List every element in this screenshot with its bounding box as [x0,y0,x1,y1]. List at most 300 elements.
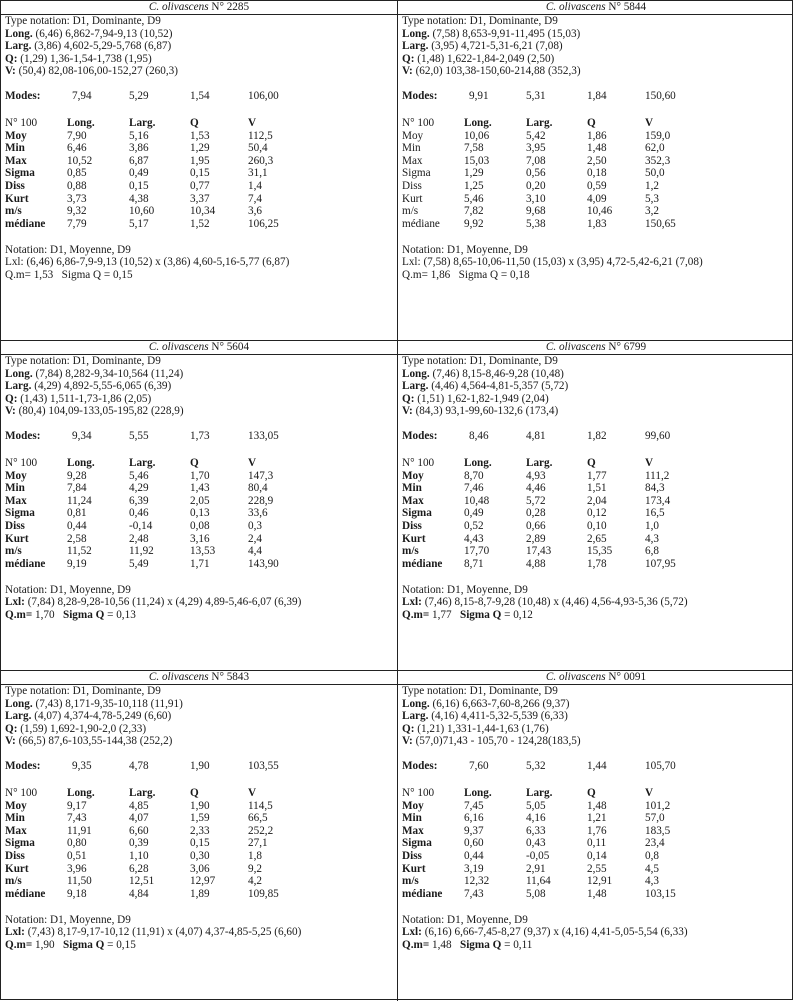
stats-table [5,457,393,570]
stats-cell: 0,52 [464,519,484,532]
stats-cell: -0,14 [129,519,153,532]
stats-cell: 228,9 [248,494,274,507]
specimen-cell [398,1,793,341]
stats-row-label: m/s [402,545,419,558]
stats-body [5,470,393,571]
lxl-line [402,926,790,939]
stats-row [402,180,790,193]
long-line [402,368,790,381]
stats-cell: 10,52 [67,154,93,167]
qm-value: 1,53 [33,268,54,281]
sigma-q-value: = 0,15 [103,268,133,281]
stats-cell: 0,28 [526,507,546,520]
mode-q: 1,90 [190,759,210,772]
lxl-line [5,926,393,939]
stats-cell: 1,48 [587,142,607,155]
larg-label: Larg. [402,710,429,723]
larg-value: (4,07) 4,374-4,78-5,249 (6,60) [34,710,172,723]
stats-row-label: Diss [402,519,422,532]
stats-row-label: Kurt [5,532,29,545]
stats-row-label: Diss [5,519,25,532]
stats-cell: 352,3 [645,154,671,167]
long-line [402,698,790,711]
stats-cell: 0,88 [67,179,87,192]
stats-cell: 2,48 [129,532,149,545]
stats-row-label: Kurt [5,192,29,205]
notation-line [5,914,393,926]
stats-cell: 5,08 [526,887,546,900]
stats-cell: 1,8 [248,849,262,862]
larg-label: Larg. [5,380,32,393]
stats-cell: 6,8 [645,545,659,558]
q-line [402,53,790,66]
specimen-number: N° 5843 [211,671,250,683]
v-label: V: [402,405,413,418]
mode-larg: 5,31 [526,89,546,102]
stats-cell: 5,05 [526,799,546,812]
specimen-cell [1,671,398,1001]
q-label: Q: [5,52,18,65]
specimen-title [398,1,793,15]
larg-value: (3,95) 4,721-5,31-6,21 (7,08) [431,40,563,53]
stats-cell: 11,64 [526,875,551,888]
stats-row-label: Moy [5,129,27,142]
specimen-number: N° 5604 [211,341,250,353]
stats-row [5,495,393,508]
lxl-label: Lxl: [5,926,25,939]
stats-row [5,155,393,168]
lxl-line [5,596,393,609]
species-name: C. olivascens [148,671,209,683]
stats-cell: 5,49 [129,557,149,570]
mode-q: 1,84 [587,89,607,102]
mode-larg: 4,81 [526,429,546,442]
stats-cell: 16,5 [645,507,665,520]
stats-cell: 1,52 [190,217,210,230]
v-label: V: [5,735,16,748]
stats-cell: 12,51 [129,875,155,888]
stats-cell: 15,35 [587,545,613,558]
mode-long: 9,34 [72,429,92,442]
stats-cell: 3,96 [67,862,87,875]
modes-row [402,760,790,773]
long-value: (7,84) 8,282-9,34-10,564 (11,24) [35,367,184,380]
stats-row-label: Kurt [5,862,29,875]
stats-header-row [5,457,393,470]
stats-cell: 9,2 [248,862,262,875]
qm-line [5,609,393,622]
stats-cell: 0,60 [464,837,484,850]
sigma-q-label: Sigma Q [459,938,502,951]
q-value: (1,51) 1,62-1,82-1,949 (2,04) [417,392,549,405]
lxl-value: (7,58) 8,65-10,06-11,50 (15,03) x (3,95) 4,72-5,42-6,21 (7,08) [423,256,703,269]
stats-row [402,533,790,546]
stats-row-label: Sigma [402,507,432,520]
modes-label: Modes: [402,89,438,102]
stats-row [402,800,790,813]
v-label: V: [402,65,413,78]
stats-body [402,470,790,571]
stats-header-row [402,457,790,470]
stats-cell: 1,77 [587,469,607,482]
lxl-value: (6,16) 6,66-7,45-8,27 (9,37) x (4,16) 4,41-5,05-5,54 (6,33) [424,926,688,939]
stats-cell: 0,12 [587,507,607,520]
stats-cell: 7,84 [67,482,87,495]
q-line [5,53,393,66]
stats-row-label: m/s [5,875,22,888]
stats-row [5,825,393,838]
qm-label: Q.m= [5,608,33,621]
stats-cell: 13,53 [190,545,216,558]
sigma-q-value: = 0,13 [107,608,136,621]
stats-cell: 4,07 [129,812,149,825]
stats-cell: 0,15 [129,179,149,192]
stats-row-label: médiane [402,557,443,570]
stats-header-v: V [645,786,654,799]
lxl-line [402,596,790,609]
stats-cell: 9,37 [464,824,484,837]
specimen-number: N° 6799 [608,341,647,353]
stats-cell: 7,45 [464,799,484,812]
v-line [402,405,790,418]
stats-row [5,863,393,876]
stats-row [5,558,393,571]
stats-cell: 17,70 [464,545,490,558]
stats-row [5,533,393,546]
larg-line [402,710,790,723]
stats-cell: 7,43 [464,887,484,900]
stats-row-label: m/s [5,545,22,558]
long-label: Long. [402,367,430,380]
stats-cell: 159,0 [645,129,671,142]
stats-row-label: Max [5,494,27,507]
stats-table [402,117,790,230]
long-label: Long. [5,27,33,40]
stats-cell: 150,65 [645,217,676,230]
stats-row [402,482,790,495]
stats-row [402,850,790,863]
long-label: Long. [402,697,430,710]
stats-cell: 8,70 [464,469,484,482]
mode-larg: 5,29 [129,89,149,102]
stats-cell: 0,80 [67,837,87,850]
stats-table [402,457,790,570]
modes-label: Modes: [402,759,438,772]
stats-body [402,800,790,901]
stats-cell: 4,84 [129,887,149,900]
stats-header-v: V [645,116,654,129]
lxl-line [402,256,790,269]
stats-cell: 5,17 [129,217,149,230]
stats-row-label: Min [5,482,25,495]
stats-cell: 1,4 [248,179,262,192]
sigma-q-value: = 0,18 [500,268,530,281]
stats-cell: 1,2 [645,179,659,192]
stats-cell: 7,58 [464,142,484,155]
stats-row-label: médiane [5,887,46,900]
stats-row [402,863,790,876]
stats-cell: 0,15 [190,167,210,180]
stats-cell: 50,4 [248,142,268,155]
stats-row-label: Moy [5,799,27,812]
stats-cell: 6,87 [129,154,149,167]
notation-text: Notation: D1, Moyenne, D9 [402,584,528,597]
stats-row [5,142,393,155]
stats-header-row [402,787,790,800]
stats-cell: 5,38 [526,217,546,230]
long-value: (6,16) 6,663-7,60-8,266 (9,37) [432,697,570,710]
stats-cell: 11,24 [67,494,92,507]
stats-cell: 7,82 [464,205,484,218]
stats-cell: 1,0 [645,519,659,532]
stats-cell: 1,78 [587,557,607,570]
mode-q: 1,73 [190,429,210,442]
qm-line [5,269,393,282]
stats-cell: 0,18 [587,167,607,180]
mode-v: 133,05 [248,429,279,442]
stats-cell: 0,20 [526,179,546,192]
v-value: (50,4) 82,08-106,00-152,27 (260,3) [18,65,178,78]
stats-cell: 1,89 [190,887,210,900]
larg-line [5,380,393,393]
q-label: Q: [5,392,18,405]
stats-cell: 101,2 [645,799,671,812]
larg-label: Larg. [402,380,429,393]
stats-cell: 5,46 [464,192,484,205]
stats-cell: 3,10 [526,192,546,205]
stats-body [402,130,790,231]
stats-cell: 4,88 [526,557,546,570]
stats-cell: 106,25 [248,217,279,230]
stats-cell: 111,2 [645,469,670,482]
stats-cell: 4,2 [248,875,262,888]
long-label: Long. [5,367,33,380]
stats-cell: 3,2 [645,205,659,218]
stats-cell: 7,4 [248,192,262,205]
stats-cell: 1,59 [190,812,210,825]
q-value: (1,59) 1,692-1,90-2,0 (2,33) [20,722,147,735]
qm-line [402,609,790,622]
species-name: C. olivascens [545,341,606,353]
lxl-label: Lxl: [5,256,24,269]
stats-row [5,482,393,495]
stats-cell: 6,60 [129,824,149,837]
mode-long: 9,35 [72,759,92,772]
qm-value: 1,77 [432,608,452,621]
sigma-q-label: Sigma Q [62,938,105,951]
larg-value: (4,46) 4,564-4,81-5,357 (5,72) [431,380,569,393]
stats-cell: 2,89 [526,532,546,545]
stats-cell: 0,56 [526,167,546,180]
specimen-cell [1,1,398,341]
modes-row [402,430,790,443]
stats-row [402,837,790,850]
modes-row [402,90,790,103]
lxl-value: (6,46) 6,86-7,9-9,13 (10,52) x (3,86) 4,60-5,16-5,77 (6,87) [26,256,290,269]
stats-cell: 0,08 [190,519,210,532]
stats-header-v: V [645,456,654,469]
stats-cell: 62,0 [645,142,665,155]
notation-line [402,244,790,256]
long-line [5,368,393,381]
stats-header-long: Long. [464,456,492,469]
stats-row [5,837,393,850]
stats-row [5,800,393,813]
stats-row-label: Min [402,812,422,825]
stats-cell: 0,46 [129,507,149,520]
stats-cell: 10,46 [587,205,613,218]
stats-cell: 2,50 [587,154,607,167]
v-value: (66,5) 87,6-103,55-144,38 (252,2) [18,735,173,748]
stats-table [5,787,393,900]
stats-header-row [5,787,393,800]
modes-row [5,430,393,443]
stats-header-n: N° 100 [5,116,38,129]
stats-cell: 0,8 [645,849,659,862]
stats-cell: 1,53 [190,129,210,142]
v-value: (80,4) 104,09-133,05-195,82 (228,9) [18,405,184,418]
stats-cell: 1,43 [190,482,210,495]
type-notation: Type notation: D1, Dominante, D9 [5,15,161,27]
stats-cell: 1,21 [587,812,607,825]
stats-row [402,520,790,533]
stats-row [5,167,393,180]
long-value: (7,46) 8,15-8,46-9,28 (10,48) [432,367,564,380]
specimen-number: N° 2285 [211,1,250,13]
modes-label: Modes: [5,89,41,102]
stats-cell: 5,72 [526,494,546,507]
specimen-title [398,671,793,685]
long-value: (6,46) 6,862-7,94-9,13 (10,52) [35,27,173,40]
lxl-value: (7,43) 8,17-9,17-10,12 (11,91) x (4,07) 4,37-4,85-5,25 (6,60) [27,926,302,939]
stats-row-label: Max [402,154,423,167]
stats-row [402,812,790,825]
stats-row [402,875,790,888]
stats-cell: 4,93 [526,469,546,482]
stats-row-label: Max [5,824,27,837]
stats-header-long: Long. [67,786,95,799]
stats-cell: 9,32 [67,205,87,218]
stats-cell: 173,4 [645,494,671,507]
stats-header-q: Q [190,116,199,129]
stats-cell: 1,95 [190,154,210,167]
specimen-title [1,341,397,355]
stats-cell: 4,5 [645,862,659,875]
stats-header-q: Q [190,786,199,799]
stats-cell: 3,73 [67,192,87,205]
stats-row-label: médiane [5,217,46,230]
stats-cell: 10,34 [190,205,216,218]
stats-row-label: m/s [5,205,22,218]
qm-value: 1,86 [430,268,451,281]
stats-row [402,495,790,508]
v-label: V: [5,65,16,78]
lxl-label: Lxl: [402,596,422,609]
stats-cell: 15,03 [464,154,490,167]
stats-cell: 0,44 [464,849,484,862]
stats-row [5,545,393,558]
stats-header-q: Q [190,456,199,469]
stats-row [402,193,790,206]
stats-cell: 27,1 [248,837,268,850]
stats-row [402,218,790,231]
stats-cell: 4,43 [464,532,484,545]
notation-text: Notation: D1, Moyenne, D9 [402,914,528,927]
v-line [5,405,393,418]
stats-row [402,470,790,483]
stats-cell: 12,91 [587,875,613,888]
stats-header-n: N° 100 [5,786,38,799]
mode-v: 103,55 [248,759,279,772]
notation-line [5,244,393,256]
stats-cell: 3,19 [464,862,484,875]
stats-row [5,850,393,863]
stats-cell: 107,95 [645,557,676,570]
specimen-number: N° 0091 [608,671,647,683]
mode-v: 99,60 [645,429,671,442]
modes-row [5,90,393,103]
stats-cell: 7,90 [67,129,87,142]
mode-v: 150,60 [645,89,676,102]
larg-label: Larg. [5,40,32,53]
stats-cell: 109,85 [248,887,279,900]
stats-row [5,218,393,231]
notation-text: Notation: D1, Moyenne, D9 [402,244,528,257]
type-notation: Type notation: D1, Dominante, D9 [5,355,161,367]
stats-row-label: Sigma [5,837,35,850]
stats-body [5,130,393,231]
stats-row-label: Kurt [402,862,426,875]
stats-cell: 6,16 [464,812,484,825]
larg-line [5,40,393,53]
stats-row-label: médiane [402,217,440,230]
larg-value: (4,29) 4,892-5,55-6,065 (6,39) [34,380,172,393]
long-label: Long. [5,697,33,710]
sigma-q-value: = 0,11 [504,938,533,951]
stats-row-label: Sigma [402,167,431,180]
stats-cell: 0,51 [67,849,87,862]
stats-cell: 1,71 [190,557,210,570]
stats-row [5,888,393,901]
stats-cell: 9,68 [526,205,546,218]
larg-label: Larg. [5,710,32,723]
stats-cell: 114,5 [248,799,273,812]
sigma-q-label: Sigma Q [458,268,499,281]
stats-row-label: Min [5,812,25,825]
v-value: (62,0) 103,38-150,60-214,88 (352,3) [415,65,581,78]
q-line [5,723,393,736]
stats-cell: 1,83 [587,217,607,230]
stats-row [402,558,790,571]
stats-cell: 4,3 [645,875,659,888]
stats-cell: 0,13 [190,507,210,520]
stats-cell: 10,48 [464,494,490,507]
stats-row-label: Min [402,482,422,495]
stats-cell: 260,3 [248,154,274,167]
notation-text: Notation: D1, Moyenne, D9 [5,244,131,257]
stats-cell: 9,18 [67,887,87,900]
larg-value: (4,16) 4,411-5,32-5,539 (6,33) [431,710,568,723]
stats-cell: 1,10 [129,849,149,862]
q-line [402,393,790,406]
lxl-value: (7,84) 8,28-9,28-10,56 (11,24) x (4,29) 4,89-5,46-6,07 (6,39) [27,596,302,609]
stats-row [5,507,393,520]
mode-q: 1,54 [190,89,210,102]
stats-cell: 0,15 [190,837,210,850]
stats-cell: 252,2 [248,824,274,837]
q-line [5,393,393,406]
stats-cell: 143,90 [248,557,279,570]
